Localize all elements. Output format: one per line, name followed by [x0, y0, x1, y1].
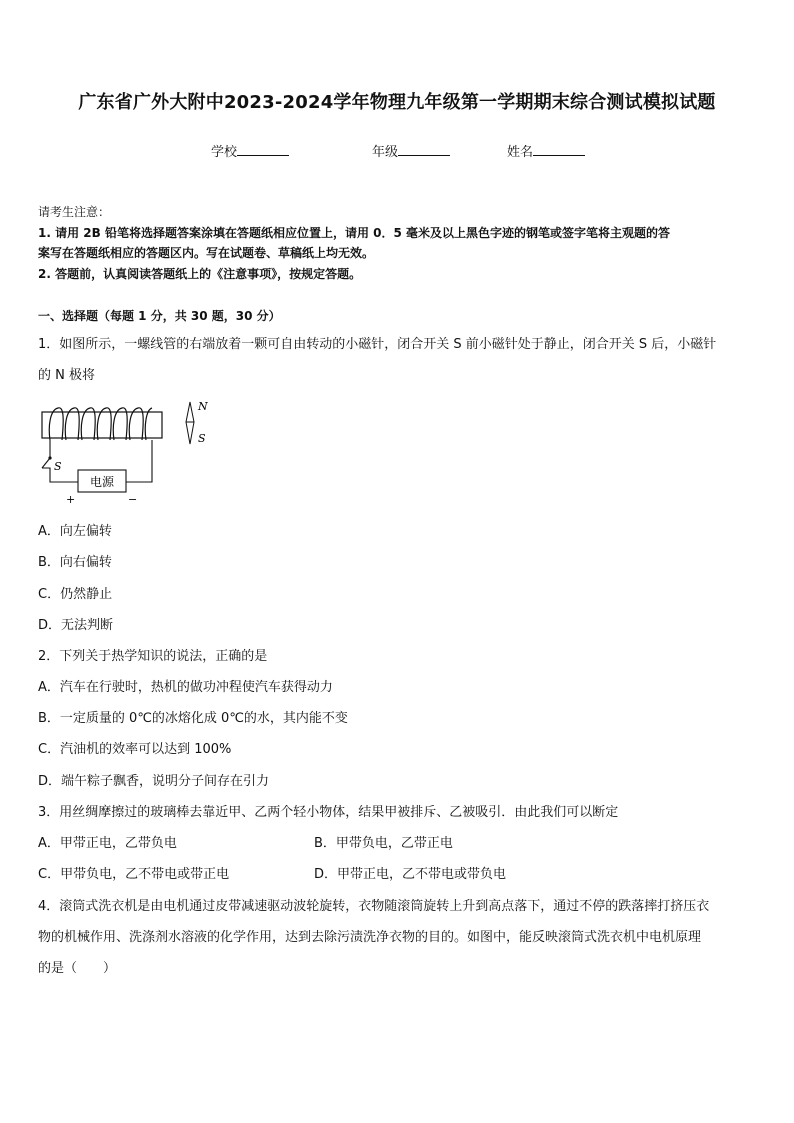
q1-option-b: B．向右偏转 — [38, 555, 112, 570]
needle-south-label: S — [198, 432, 206, 445]
school-label: 学校 — [211, 145, 238, 160]
q1-stem-line-2: 的 N 极将 — [38, 368, 95, 383]
notice-item-1-line-2: 案写在答题纸相应的答题区内。写在试题卷、草稿纸上均无效。 — [38, 246, 375, 260]
name-blank — [533, 143, 585, 156]
switch-contact — [48, 456, 51, 459]
name-field — [507, 141, 585, 160]
solenoid-circuit-figure — [36, 396, 226, 508]
q4-stem-line-1: 4．滚筒式洗衣机是由电机通过皮带减速驱动波轮旋转，衣物随滚筒旋转上升到高点落下，通过不停的跌落摔打挤压衣 — [38, 899, 710, 914]
compass-needle-icon — [186, 402, 194, 444]
grade-label: 年级 — [372, 145, 399, 160]
notice-heading: 请考生注意： — [38, 205, 111, 219]
grade-blank — [398, 143, 450, 156]
q3-option-a: A．甲带正电，乙带负电 — [38, 836, 177, 851]
notice-item-2: 2. 答题前，认真阅读答题纸上的《注意事项》，按规定答题。 — [38, 267, 362, 281]
solenoid-core — [42, 412, 162, 438]
q3-option-d: D．甲带正电，乙不带电或带负电 — [314, 867, 507, 882]
q2-stem: 2．下列关于热学知识的说法，正确的是 — [38, 649, 268, 664]
section-heading: 一、选择题（每题 1 分，共 30 题，30 分） — [38, 309, 281, 323]
switch-label: S — [54, 460, 62, 473]
school-blank — [237, 143, 289, 156]
power-source-label: 电源 — [89, 475, 115, 489]
q3-stem: 3．用丝绸摩擦过的玻璃棒去靠近甲、乙两个轻小物体，结果甲被排斥、乙被吸引．由此我们可以断定 — [38, 805, 619, 820]
q2-option-d: D．端午粽子飘香，说明分子间存在引力 — [38, 774, 270, 789]
q1-option-a: A．向左偏转 — [38, 524, 112, 539]
plus-terminal-label: + — [66, 493, 76, 506]
q2-option-a: A．汽车在行驶时，热机的做功冲程使汽车获得动力 — [38, 680, 333, 695]
name-label: 姓名 — [507, 145, 534, 160]
q3-option-c: C．甲带负电，乙不带电或带正电 — [38, 867, 230, 882]
notice-item-1-line-1: 1. 请用 2B 铅笔将选择题答案涂填在答题纸相应位置上，请用 0．5 毫米及以上黑色字迹的钢笔或签字笔将主观题的答 — [38, 226, 670, 240]
q4-stem-line-3: 的是（ ） — [38, 961, 117, 976]
grade-field — [372, 141, 450, 160]
q2-option-b: B．一定质量的 0℃的冰熔化成 0℃的水，其内能不变 — [38, 711, 348, 726]
page-title: 广东省广外大附中2023-2024学年物理九年级第一学期期末综合测试模拟试题 — [78, 92, 716, 113]
q1-option-d: D．无法判断 — [38, 618, 114, 633]
q1-option-c: C．仍然静止 — [38, 587, 113, 602]
solenoid-coil — [49, 408, 152, 440]
q3-option-b: B．甲带负电，乙带正电 — [314, 836, 453, 851]
q1-stem-line-1: 1．如图所示，一螺线管的右端放着一颗可自由转动的小磁针，闭合开关 S 前小磁针处于静止，闭合开关 S 后，小磁针 — [38, 337, 717, 352]
needle-north-label: N — [198, 400, 208, 413]
minus-terminal-label: − — [128, 493, 138, 506]
school-field — [211, 141, 289, 160]
q4-stem-line-2: 物的机械作用、洗涤剂水溶液的化学作用，达到去除污渍洗净衣物的目的。如图中，能反映滚筒式洗衣机中电机原理 — [38, 930, 702, 945]
q2-option-c: C．汽油机的效率可以达到 100% — [38, 742, 232, 757]
